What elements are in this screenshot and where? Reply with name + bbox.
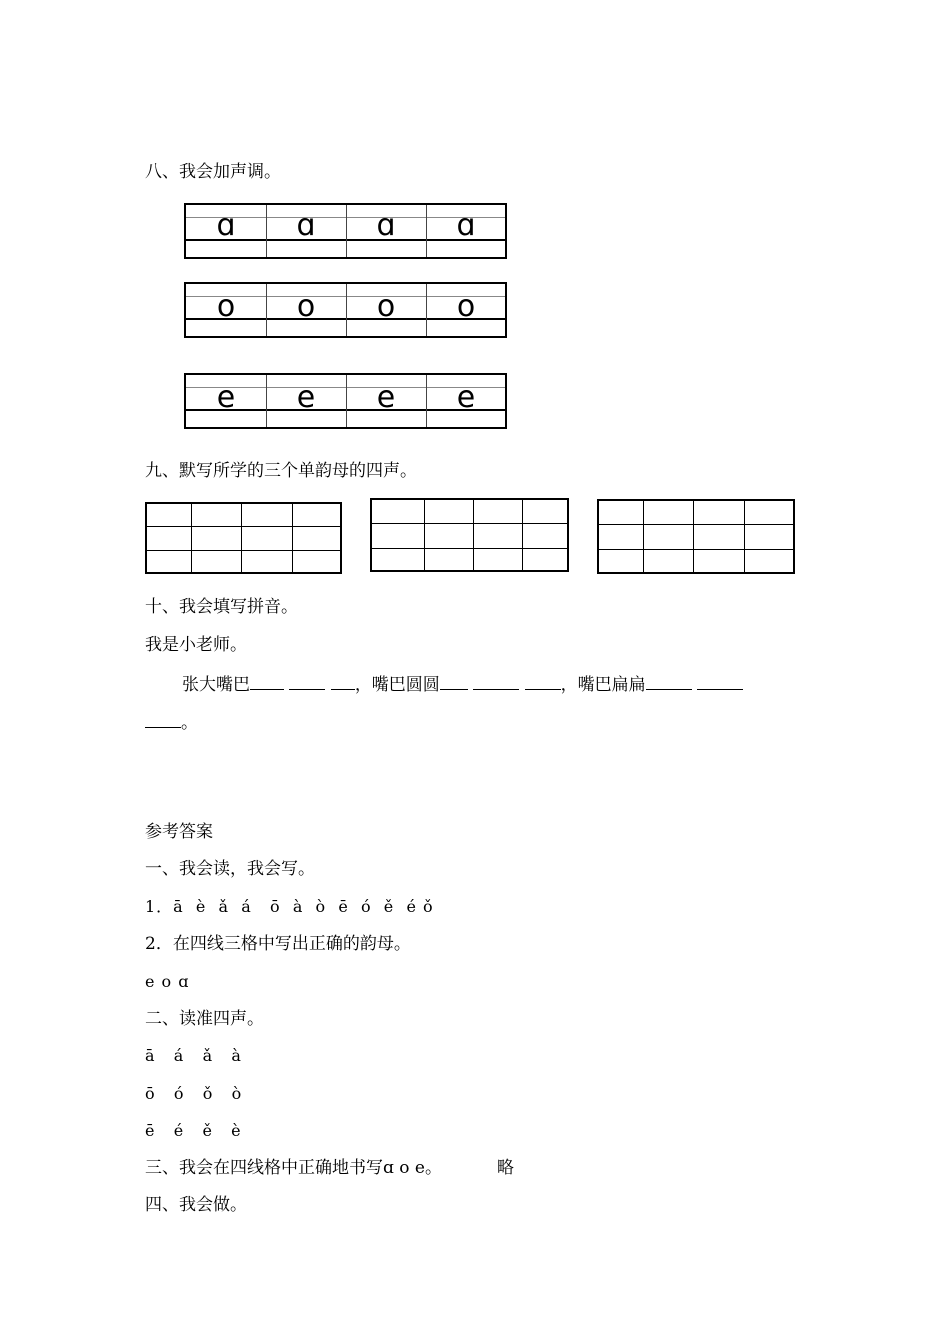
vowel-letter: ɑ <box>296 208 316 243</box>
table-line <box>372 523 567 524</box>
answer-blank[interactable] <box>473 673 519 690</box>
fill-in-line-2 <box>145 711 198 734</box>
answer-s3-value: 略 <box>497 1158 514 1178</box>
table-line <box>372 548 567 549</box>
table-line <box>599 524 793 525</box>
table-line <box>424 500 425 570</box>
answer-blank[interactable] <box>331 673 355 690</box>
four-line-grid-e <box>184 373 507 429</box>
vowel-letter: e <box>376 380 396 415</box>
answer-blank[interactable] <box>440 673 468 690</box>
table-line <box>191 504 192 572</box>
table-line <box>473 500 474 570</box>
vowel-letter: o <box>296 289 316 324</box>
table-line <box>292 504 293 572</box>
vowel-letter: o <box>216 289 236 324</box>
answer-s2-title: 二、读准四声。 <box>145 1009 264 1029</box>
answer-s1-title: 一、我会读，我会写。 <box>145 859 315 879</box>
answer-blank[interactable] <box>646 673 692 690</box>
fill-text: ，嘴巴扁扁 <box>560 675 646 695</box>
table-line <box>643 501 644 572</box>
table-line <box>147 526 340 527</box>
vowel-letter: e <box>456 380 476 415</box>
section-10-title: 十、我会填写拼音。 <box>145 597 298 617</box>
answer-s3-title: 三、我会在四线格中正确地书写ɑ o e。 <box>145 1158 442 1178</box>
vowel-letter: ɑ <box>216 208 236 243</box>
table-line <box>599 549 793 550</box>
section-8-title: 八、我会加声调。 <box>145 162 281 182</box>
vowel-letter: o <box>376 289 396 324</box>
answer-s2-row-a: ā á ǎ à <box>145 1046 242 1065</box>
answer-blank[interactable] <box>289 673 325 690</box>
table-line <box>241 504 242 572</box>
vowel-letter: o <box>456 289 476 324</box>
answer-s4-title: 四、我会做。 <box>145 1195 247 1215</box>
vowel-letter: ɑ <box>376 208 396 243</box>
vowel-letter: e <box>296 380 316 415</box>
answer-s1-q2-value: e o ɑ <box>145 972 190 991</box>
answers-heading: 参考答案 <box>145 822 213 842</box>
answer-s2-row-o: ō ó ǒ ò <box>145 1084 243 1103</box>
vowel-letter: e <box>216 380 236 415</box>
four-line-grid-a <box>184 203 507 259</box>
fill-text: 。 <box>181 713 198 733</box>
table-line <box>693 501 694 572</box>
table-line <box>522 500 523 570</box>
vowel-letter: ɑ <box>456 208 476 243</box>
section-10-subtitle: 我是小老师。 <box>145 635 247 655</box>
answer-blank[interactable] <box>145 711 181 728</box>
answer-s2-row-e: ē é ě è <box>145 1121 242 1140</box>
four-tone-table-1 <box>145 502 342 574</box>
section-9-title: 九、默写所学的三个单韵母的四声。 <box>145 461 417 481</box>
answer-s1-q1: 1．ā è ǎ á ō à ò ē ó ě é ǒ <box>145 897 434 916</box>
fill-text: 张大嘴巴 <box>182 675 250 695</box>
answer-s1-q2: 2．在四线三格中写出正确的韵母。 <box>145 934 411 954</box>
four-tone-table-2 <box>370 498 569 572</box>
answer-blank[interactable] <box>525 673 561 690</box>
fill-text: ，嘴巴圆圆 <box>354 675 440 695</box>
four-line-grid-o <box>184 282 507 338</box>
table-line <box>744 501 745 572</box>
answer-blank[interactable] <box>250 673 284 690</box>
four-tone-table-3 <box>597 499 795 574</box>
fill-in-line-1 <box>182 673 743 696</box>
table-line <box>147 550 340 551</box>
answer-blank[interactable] <box>697 673 743 690</box>
